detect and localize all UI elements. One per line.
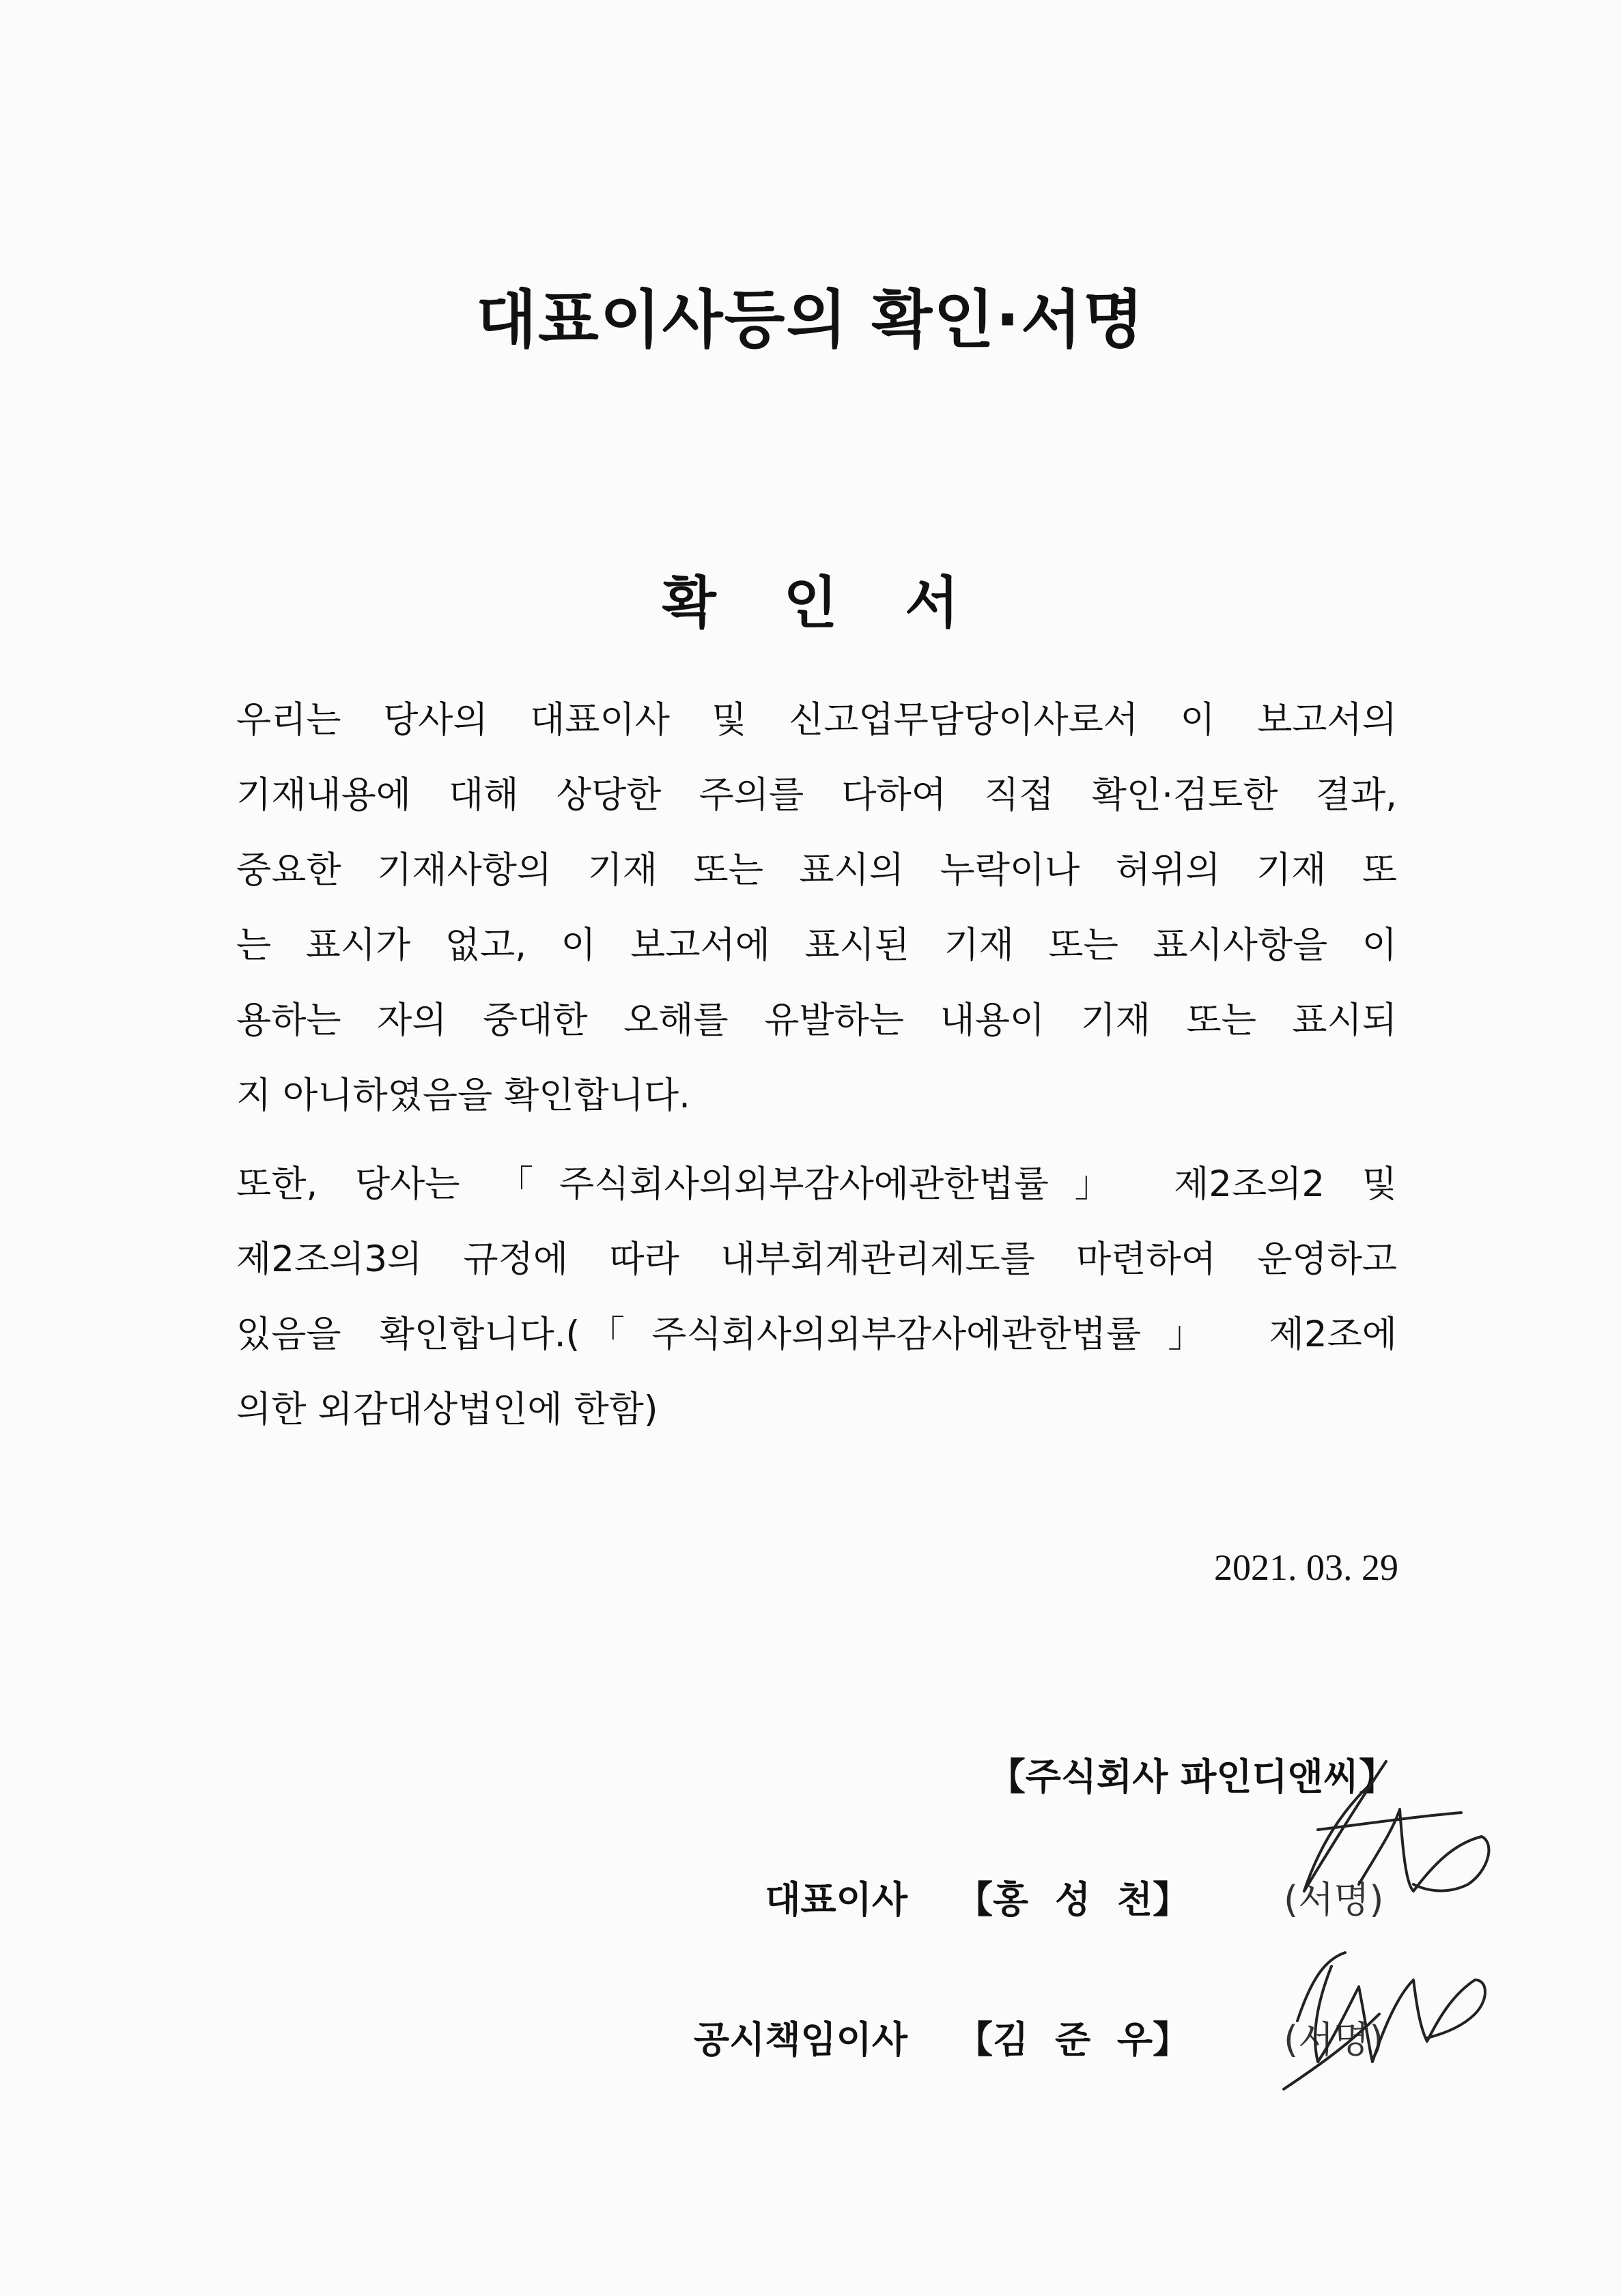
handwritten-signature-disclosure-officer	[1270, 1939, 1516, 2103]
signature-label: (서명)	[1284, 1878, 1384, 1921]
signature-label: (서명)	[1284, 2018, 1384, 2061]
paragraph-line: 는 표시가 없고, 이 보고서에 표시된 기재 또는 표시사항을 이	[236, 924, 1397, 966]
signatory-name: 【홍 성 천】	[956, 1878, 1190, 1921]
signatory-role: 대표이사	[765, 1878, 907, 1921]
document-date: 2021. 03. 29	[1214, 1547, 1398, 1588]
paragraph-line: 용하는 자의 중대한 오해를 유발하는 내용이 기재 또는 표시되	[236, 1000, 1397, 1041]
handwritten-signature-ceo	[1277, 1748, 1502, 1953]
paragraph-line: 기재내용에 대해 상당한 주의를 다하여 직접 확인·검토한 결과,	[236, 774, 1397, 816]
paragraph-line: 우리는 당사의 대표이사 및 신고업무담당이사로서 이 보고서의	[236, 699, 1397, 741]
paragraph-line: 제2조의3의 규정에 따라 내부회계관리제도를 마련하여 운영하고	[236, 1238, 1397, 1280]
paragraph-line: 중요한 기재사항의 기재 또는 표시의 누락이나 허위의 기재 또	[236, 849, 1397, 891]
signatory-name: 【김 준 우】	[956, 2018, 1190, 2061]
company-name: 【주식회사 파인디앤씨】	[988, 1755, 1396, 1798]
paragraph-line: 의한 외감대상법인에 한함)	[236, 1389, 658, 1430]
document-title: 대표이사등의 확인·서명	[476, 283, 1145, 356]
paragraph-line: 지 아니하였음을 확인합니다.	[236, 1075, 690, 1116]
internal-control-paragraph	[236, 1147, 1397, 1447]
confirmation-paragraph	[236, 683, 1397, 1133]
paragraph-line: 또한, 당사는 「주식회사의외부감사에관한법률」 제2조의2 및	[236, 1163, 1397, 1205]
document-subtitle: 확 인 서	[662, 571, 959, 636]
signatory-role: 공시책임이사	[694, 2018, 907, 2061]
paragraph-line: 있음을 확인합니다.(「주식회사의외부감사에관한법률」 제2조에	[236, 1314, 1397, 1355]
